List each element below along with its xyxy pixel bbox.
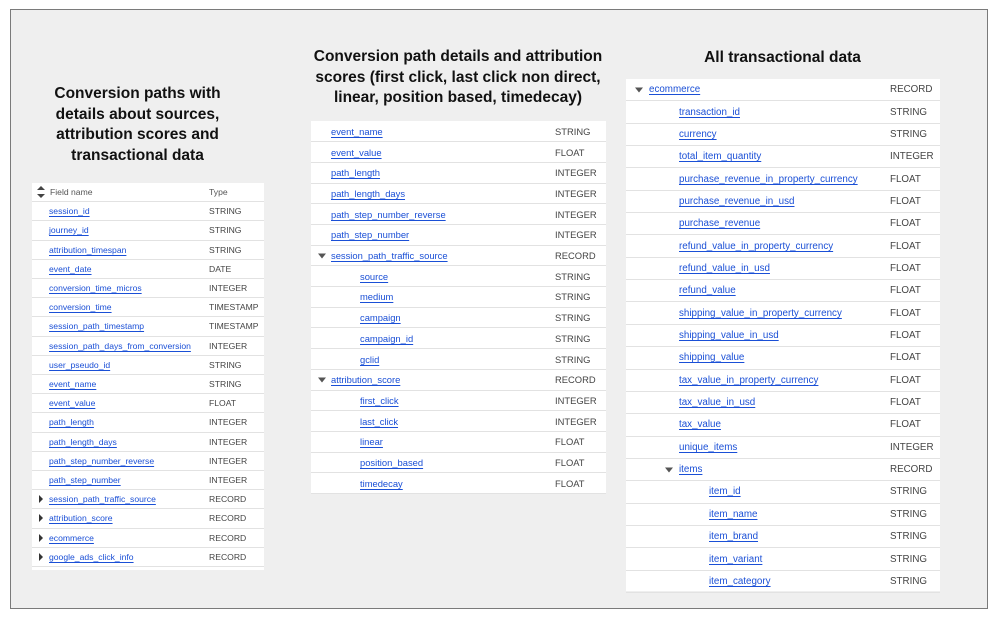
field-type: STRING: [555, 312, 591, 324]
expander-toggle[interactable]: [39, 534, 43, 542]
expander-toggle[interactable]: [635, 87, 643, 92]
schema-field-row[interactable]: [626, 481, 940, 503]
field-name-link[interactable]: medium: [360, 291, 394, 303]
schema-field-row[interactable]: [626, 325, 940, 347]
field-name-link[interactable]: journey_id: [49, 225, 89, 236]
schema-field-row[interactable]: [32, 452, 264, 471]
schema-field-row[interactable]: [32, 509, 264, 528]
field-type: INTEGER: [555, 187, 597, 199]
field-type: STRING: [209, 359, 242, 370]
field-type: TIMESTAMP: [209, 302, 259, 313]
field-name-link[interactable]: attribution_timespan: [49, 244, 127, 255]
field-name-link[interactable]: conversion_time_micros: [49, 283, 142, 294]
field-type: STRING: [209, 244, 242, 255]
schema-field-row[interactable]: [32, 202, 264, 221]
field-name-link[interactable]: item_name: [709, 508, 758, 520]
schema-field-row[interactable]: [32, 317, 264, 336]
field-name-link[interactable]: path_step_number_reverse: [331, 208, 446, 220]
field-type: STRING: [555, 353, 591, 365]
expand-more-icon[interactable]: [39, 495, 43, 503]
schema-field-row[interactable]: [32, 221, 264, 240]
schema-field-row[interactable]: [32, 241, 264, 260]
field-type: INTEGER: [209, 340, 248, 351]
schema-field-row[interactable]: [311, 370, 606, 391]
schema-field-row[interactable]: [311, 225, 606, 246]
field-type: FLOAT: [890, 330, 921, 342]
field-type: RECORD: [209, 532, 247, 543]
field-name-link[interactable]: conversion_time: [49, 302, 112, 313]
schema-field-row[interactable]: [626, 280, 940, 302]
schema-field-row[interactable]: [32, 394, 264, 413]
field-type: STRING: [555, 125, 591, 137]
field-name-link[interactable]: attribution_score: [331, 374, 401, 386]
field-type: INTEGER: [209, 455, 248, 466]
expander-toggle[interactable]: [39, 553, 43, 561]
field-name-link[interactable]: purchase_revenue_in_property_currency: [679, 173, 858, 185]
field-name-link[interactable]: gclid: [360, 353, 380, 365]
field-name-link[interactable]: refund_value_in_property_currency: [679, 240, 834, 252]
field-type: INTEGER: [209, 475, 248, 486]
field-name-link[interactable]: session_path_timestamp: [49, 321, 145, 332]
field-type: RECORD: [209, 513, 247, 524]
schema-field-row[interactable]: [626, 101, 940, 123]
field-type: TIMESTAMP: [209, 321, 259, 332]
field-type: STRING: [890, 508, 928, 520]
schema-field-row[interactable]: [626, 303, 940, 325]
expand-less-icon[interactable]: [635, 87, 643, 92]
schema-field-row[interactable]: [311, 184, 606, 205]
field-name-link[interactable]: unique_items: [679, 441, 738, 453]
field-name-link[interactable]: last_click: [360, 415, 399, 427]
field-type: FLOAT: [555, 146, 585, 158]
schema-field-row[interactable]: [311, 391, 606, 412]
expander-toggle[interactable]: [665, 467, 673, 472]
field-type: STRING: [209, 225, 242, 236]
schema-field-row[interactable]: [311, 246, 606, 267]
field-name-link[interactable]: path_step_number_reverse: [49, 455, 155, 466]
field-name-link[interactable]: items: [679, 464, 703, 476]
field-name-link[interactable]: event_date: [49, 263, 92, 274]
field-name-link[interactable]: refund_value_in_usd: [679, 262, 770, 274]
field-name-link[interactable]: path_length_days: [331, 187, 406, 199]
field-name-link[interactable]: linear: [360, 436, 383, 448]
field-type: STRING: [890, 106, 928, 118]
schema-panel-transactional: [626, 79, 940, 591]
field-name-link[interactable]: item_brand: [709, 531, 759, 543]
field-name-link[interactable]: path_step_number: [331, 229, 410, 241]
right-panel-heading: All transactional data: [704, 49, 861, 66]
field-name-link[interactable]: session_path_days_from_conversion: [49, 340, 191, 351]
field-name-link[interactable]: user_pseudo_id: [49, 359, 111, 370]
field-name-link[interactable]: refund_value: [679, 285, 736, 297]
field-name-link[interactable]: ecommerce: [49, 532, 94, 543]
schema-field-row[interactable]: [32, 375, 264, 394]
field-name-link[interactable]: path_length: [331, 167, 381, 179]
schema-field-row[interactable]: [311, 122, 606, 143]
schema-field-row[interactable]: [626, 504, 940, 526]
schema-field-row[interactable]: [626, 146, 940, 168]
field-name-link[interactable]: shipping_value_in_usd: [679, 330, 779, 342]
middle-panel-heading: Conversion path details and attribution scores (first click, last click non direct, linear, position based, timedecay): [313, 48, 603, 106]
field-type: FLOAT: [555, 457, 585, 469]
field-type: RECORD: [209, 494, 247, 505]
schema-field-row[interactable]: [626, 437, 940, 459]
field-name-link[interactable]: event_name: [49, 379, 97, 390]
schema-field-row[interactable]: [311, 432, 606, 453]
schema-field-row[interactable]: [626, 124, 940, 146]
field-type: INTEGER: [209, 417, 248, 428]
field-type: DATE: [209, 263, 232, 274]
schema-field-row[interactable]: [626, 370, 940, 392]
field-name-link[interactable]: google_ads_click_info: [49, 551, 134, 562]
field-type: FLOAT: [890, 195, 921, 207]
schema-field-row[interactable]: [311, 142, 606, 163]
field-type: INTEGER: [555, 229, 597, 241]
field-name-link[interactable]: ecommerce: [649, 84, 701, 96]
field-name-link[interactable]: tax_value: [679, 419, 721, 431]
field-type: FLOAT: [555, 477, 585, 489]
field-type: STRING: [555, 332, 591, 344]
field-name-link[interactable]: session_id: [49, 206, 90, 217]
schema-field-row[interactable]: [626, 168, 940, 190]
field-type: STRING: [209, 379, 242, 390]
expand-less-icon[interactable]: [318, 377, 326, 382]
schema-field-row[interactable]: [311, 204, 606, 225]
schema-field-row[interactable]: [626, 347, 940, 369]
schema-field-row[interactable]: [311, 287, 606, 308]
schema-field-row[interactable]: [626, 548, 940, 570]
schema-header-row: [32, 183, 264, 202]
field-type: FLOAT: [890, 262, 921, 274]
schema-field-row[interactable]: [626, 213, 940, 235]
field-type: INTEGER: [555, 415, 597, 427]
schema-field-row[interactable]: [626, 258, 940, 280]
schema-field-row[interactable]: [626, 392, 940, 414]
expander-toggle[interactable]: [39, 514, 43, 522]
schema-field-row[interactable]: [311, 266, 606, 287]
field-name-link[interactable]: timedecay: [360, 477, 403, 489]
field-type: FLOAT: [890, 240, 921, 252]
schema-field-row[interactable]: [32, 337, 264, 356]
schema-field-row[interactable]: [32, 413, 264, 432]
field-type: RECORD: [890, 84, 933, 96]
field-type: INTEGER: [890, 151, 934, 163]
field-name-link[interactable]: shipping_value_in_property_currency: [679, 307, 842, 319]
field-name-link[interactable]: shipping_value: [679, 352, 745, 364]
field-type: INTEGER: [555, 394, 597, 406]
schema-field-row[interactable]: [32, 298, 264, 317]
field-name-link[interactable]: event_value: [49, 398, 96, 409]
field-name-link[interactable]: campaign: [360, 312, 401, 324]
field-type: STRING: [890, 128, 928, 140]
left-panel-heading: Conversion paths with details about sources, attribution scores and transactional data: [54, 85, 221, 164]
field-type: FLOAT: [890, 397, 921, 409]
field-type: INTEGER: [890, 441, 934, 453]
field-type: INTEGER: [209, 283, 248, 294]
expander-toggle[interactable]: [318, 253, 326, 258]
field-type: RECORD: [890, 464, 933, 476]
schema-field-row[interactable]: [32, 548, 264, 567]
field-type: RECORD: [209, 551, 247, 562]
schema-field-row[interactable]: [626, 526, 940, 548]
sort-icon[interactable]: [37, 186, 45, 198]
field-name-link[interactable]: item_id: [709, 486, 741, 498]
schema-field-row[interactable]: [311, 349, 606, 370]
schema-field-row[interactable]: [32, 279, 264, 298]
expand-more-icon[interactable]: [39, 514, 43, 522]
schema-field-row[interactable]: [626, 414, 940, 436]
schema-field-row[interactable]: [311, 453, 606, 474]
field-name-link[interactable]: campaign_id: [360, 332, 414, 344]
field-type: FLOAT: [209, 398, 237, 409]
field-name-link[interactable]: session_path_traffic_source: [49, 494, 156, 505]
field-name-link[interactable]: item_category: [709, 575, 771, 587]
field-type: FLOAT: [555, 436, 585, 448]
field-name-link[interactable]: item_variant: [709, 553, 763, 565]
field-type: FLOAT: [890, 173, 921, 185]
field-type: STRING: [555, 291, 591, 303]
field-type: INTEGER: [209, 436, 248, 447]
field-type: STRING: [890, 531, 928, 543]
schema-field-row[interactable]: [626, 191, 940, 213]
schema-panel-path-details: [311, 121, 606, 494]
schema-field-row[interactable]: [32, 260, 264, 279]
field-name-link[interactable]: transaction_id: [679, 106, 740, 118]
field-name-link[interactable]: purchase_revenue_in_usd: [679, 195, 795, 207]
schema-field-row[interactable]: [311, 473, 606, 494]
field-name-link[interactable]: path_length: [49, 417, 94, 428]
field-name-link[interactable]: purchase_revenue: [679, 218, 761, 230]
schema-panel-conversion-paths: [32, 183, 264, 570]
field-type: FLOAT: [890, 419, 921, 431]
field-type: STRING: [209, 206, 242, 217]
field-type: STRING: [890, 486, 928, 498]
field-name-link[interactable]: source: [360, 270, 389, 282]
field-type: INTEGER: [555, 208, 597, 220]
field-type: STRING: [890, 575, 928, 587]
schema-field-row[interactable]: [311, 329, 606, 350]
field-type: FLOAT: [890, 218, 921, 230]
field-name-link[interactable]: first_click: [360, 394, 399, 406]
schema-field-row[interactable]: [311, 411, 606, 432]
schema-field-row[interactable]: [311, 308, 606, 329]
field-name-link[interactable]: event_name: [331, 125, 383, 137]
field-type: STRING: [890, 553, 928, 565]
expander-toggle[interactable]: [318, 377, 326, 382]
field-name-link[interactable]: path_step_number: [49, 475, 121, 486]
field-type: RECORD: [555, 374, 596, 386]
schema-field-row[interactable]: [32, 433, 264, 452]
field-type: FLOAT: [890, 285, 921, 297]
field-name-link[interactable]: attribution_score: [49, 513, 113, 524]
field-name-link[interactable]: total_item_quantity: [679, 151, 762, 163]
field-name-link[interactable]: path_length_days: [49, 436, 117, 447]
schema-field-row[interactable]: [626, 79, 940, 101]
field-name-link[interactable]: currency: [679, 128, 717, 140]
field-name-link[interactable]: session_path_traffic_source: [331, 250, 448, 262]
field-name-link[interactable]: tax_value_in_usd: [679, 397, 756, 409]
schema-field-row[interactable]: [626, 235, 940, 257]
expander-toggle[interactable]: [39, 495, 43, 503]
schema-field-row[interactable]: [32, 471, 264, 490]
schema-field-row[interactable]: [32, 490, 264, 509]
field-type: FLOAT: [890, 307, 921, 319]
field-name-column-header[interactable]: Field name: [50, 187, 93, 198]
schema-field-row[interactable]: [626, 459, 940, 481]
schema-field-row[interactable]: [311, 163, 606, 184]
expand-more-icon[interactable]: [39, 553, 43, 561]
expand-less-icon[interactable]: [318, 253, 326, 258]
expand-more-icon[interactable]: [39, 534, 43, 542]
type-column-header: Type: [209, 187, 228, 198]
expand-less-icon[interactable]: [665, 467, 673, 472]
field-type: STRING: [555, 270, 591, 282]
field-type: RECORD: [555, 250, 596, 262]
field-name-link[interactable]: event_value: [331, 146, 382, 158]
field-type: FLOAT: [890, 374, 921, 386]
schema-field-row[interactable]: [32, 529, 264, 548]
field-type: INTEGER: [555, 167, 597, 179]
field-type: FLOAT: [890, 352, 921, 364]
schema-field-row[interactable]: [32, 356, 264, 375]
field-name-link[interactable]: position_based: [360, 457, 424, 469]
field-name-link[interactable]: tax_value_in_property_currency: [679, 374, 819, 386]
schema-field-row[interactable]: [626, 571, 940, 593]
